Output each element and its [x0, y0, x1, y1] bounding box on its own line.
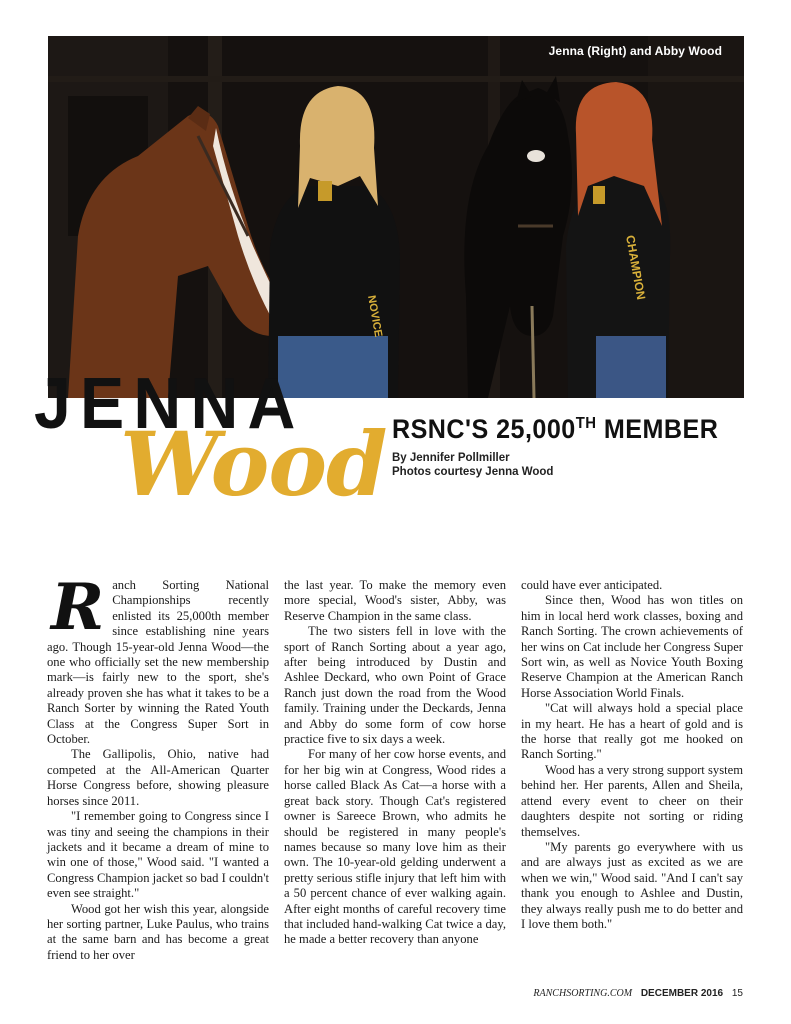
paragraph: Wood has a very strong support system behind her. Her parents, Allen and Sheila, attend every event to cheer on their daughters despite not sorting or riding themselves.	[521, 762, 743, 839]
page-footer	[533, 988, 743, 999]
article-column-2	[284, 578, 506, 948]
title-last-name: Wood	[120, 412, 387, 516]
paragraph: For many of her cow horse events, and for her big win at Congress, Wood rides a horse called Black As Cat—a horse with a great back story. Though Cat's registered owner is Sareece Brown, who admits he should be registered in many people's names because so many love him as their own. The 10-year-old gelding underwent a pretty serious stifle injury that left him with a 50 percent chance of ever walking again. After eight months of careful recovery time that included hand-walking Cat twice a day, he made a better recovery than anyone	[284, 747, 506, 947]
byline	[392, 451, 553, 479]
drop-cap: R	[51, 570, 105, 645]
byline-author: By Jennifer Pollmiller	[392, 452, 510, 464]
jacket-left-text: NOVICE	[365, 294, 385, 339]
cover-photo	[48, 36, 744, 398]
subtitle-end: MEMBER	[596, 414, 719, 444]
paragraph: The two sisters fell in love with the sport of Ranch Sorting about a year ago, after being introduced by Dustin and Ashlee Deckard, who own Point of Grace Ranch just down the road from the Wood family. Training under the Deckards, Jenna and Abby do some form of cow horse practice five to six days a week.	[284, 624, 506, 747]
photo-illustration	[48, 36, 744, 398]
paragraph: the last year. To make the memory even more special, Wood's sister, Abby, was Reserve Champion in the same class.	[284, 578, 506, 623]
paragraph: Wood got her wish this year, alongside her sorting partner, Luke Paulus, who trains at the same barn and has become a great friend to her over	[47, 901, 269, 962]
byline-photos: Photos courtesy Jenna Wood	[392, 466, 554, 478]
article-column-3	[521, 578, 743, 932]
paragraph: "I remember going to Congress since I was tiny and seeing the champions in their jackets and it became a dream of mine to win one of those," Wood said. "I wanted a Congress Champion jacket so bad I couldn't even see straight."	[47, 809, 269, 901]
title-first-name: JENNA	[34, 364, 305, 444]
paragraph: "My parents go everywhere with us and are always just as excited as we are when we win," Wood said. "And I can't say thank you enough to Ashlee and Dustin, they always really push me to do better and I love them both."	[521, 839, 743, 931]
photo-caption: Jenna (Right) and Abby Wood	[548, 44, 722, 58]
article-column-1	[47, 570, 269, 963]
paragraph: "Cat will always hold a special place in my heart. He has a heart of gold and is the horse that really got me hooked on Ranch Sorting."	[521, 701, 743, 762]
page-number: 15	[731, 988, 743, 999]
subtitle-main: RSNC'S 25,000	[392, 414, 576, 444]
paragraph: Since then, Wood has won titles on him in local herd work classes, boxing and Ranch Sorting. The crown achievements of her wins on Cat include her Congress Super Sort win, as well as Novice Youth Boxing Reserve Champion at the American Ranch Horse Association World Finals.	[521, 593, 743, 700]
paragraph: anch Sorting National Championships recently enlisted its 25,000th member since establishing nine years ago. Though 15-year-old Jenna Wood—the one who officially set the new membership mark—is fairly new to the sport, she's already proven she has what it takes to be a Ranch Sorter by winning the Rated Youth Class at the Congress Super Sort in October.	[47, 578, 269, 747]
footer-issue: DECEMBER 2016	[640, 988, 724, 999]
footer-site: RANCHSORTING.COM	[533, 988, 633, 999]
subtitle	[392, 414, 718, 445]
jacket-right-text: CHAMPION	[623, 234, 649, 301]
paragraph: The Gallipolis, Ohio, native had competed at the All-American Quarter Horse Congress before, showing pleasure horses since 2011.	[47, 747, 269, 808]
subtitle-ordinal: TH	[575, 415, 597, 432]
paragraph: could have ever anticipated.	[521, 578, 663, 592]
